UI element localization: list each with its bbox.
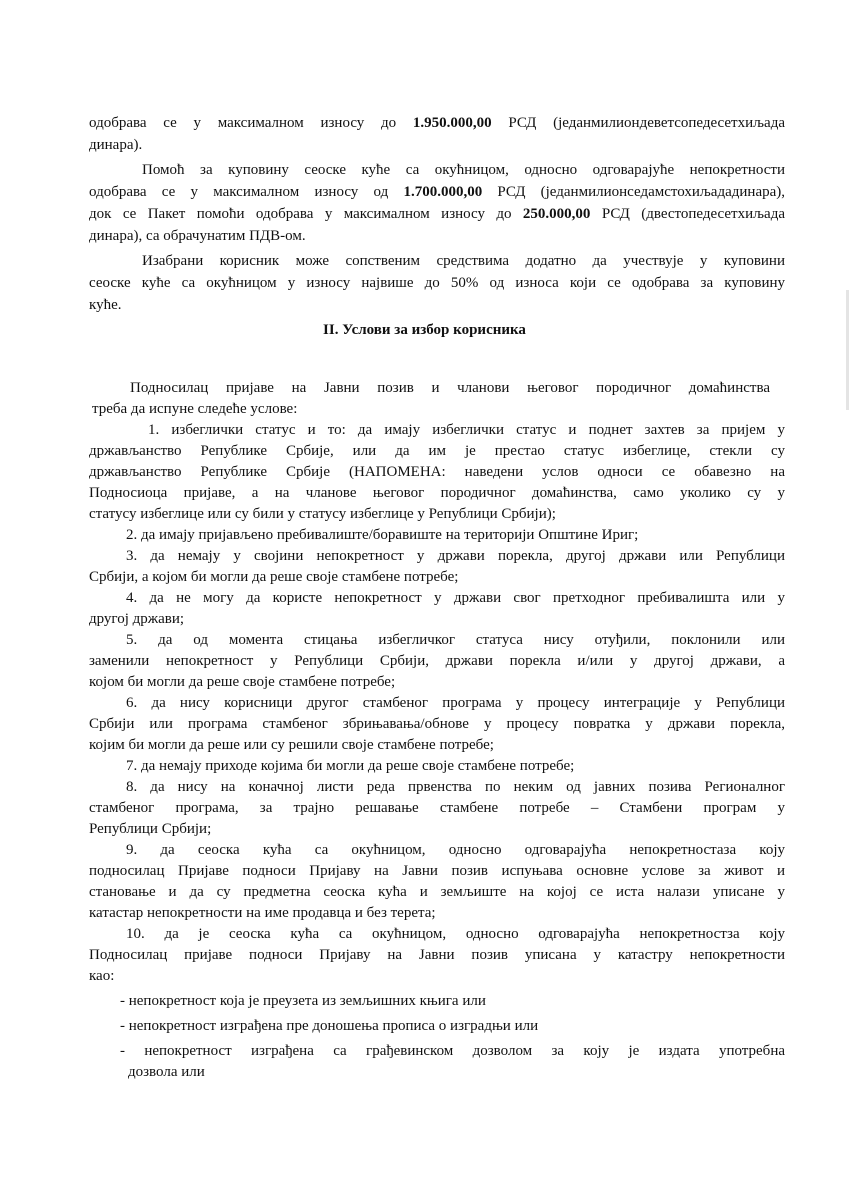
text: РСД (једанмилиондеветсопедесетхиљада — [491, 115, 785, 131]
condition-3-line-1: 3. да немају у својини непокретност у држави порекла, другој држави или Републици — [126, 548, 785, 564]
bullet-item-3-line-1: - непокретност изграђена са грађевинском дозволом за коју је издата употребна — [120, 1043, 785, 1059]
condition-6-line-2: Србији или програма стамбеног збрињавања/обнове у процесу повратка у држави порекла, — [89, 716, 785, 732]
condition-1-line-3: држављанство Републике Србије (НАПОМЕНА: наведени услов односи се обавезно на — [89, 464, 785, 480]
bullet-item-3-line-2: дозвола или — [128, 1064, 205, 1080]
condition-1-line-4: Подносиоца пријаве, а на чланове његовог породичног домаћинства, само уколико су у — [89, 485, 785, 501]
paragraph-1-line-2: динара). — [89, 137, 143, 153]
condition-9-line-2: подносилац Пријаве подноси Пријаву на Јавни позив испуњава основне услове за живот и — [89, 863, 785, 879]
condition-1-line-5: статусу избеглице или су били у статусу избеглице у Републици Србији); — [89, 506, 556, 522]
condition-6-line-3: којим би могли да реше или су решили своје стамбене потребе; — [89, 737, 494, 753]
condition-6-line-1: 6. да нису корисници другог стамбеног програма у процесу интеграције у Републици — [126, 695, 785, 711]
text: док се Пакет помоћи одобрава у максималном износу до — [89, 206, 523, 222]
condition-10-line-1: 10. да је сеоска кућа са окућницом, односно одговарајућа непокретностза коју — [126, 926, 785, 942]
condition-1-line-1: 1. избеглички статус и то: да имају избеглички статус и поднет захтев за пријем у — [148, 422, 785, 438]
text: РСД (двестопедесетхиљада — [590, 206, 785, 222]
bullet-item-2: - непокретност изграђена пре доношења прописа о изградњи или — [120, 1018, 539, 1034]
condition-4-line-2: другој држави; — [89, 611, 185, 627]
condition-10-line-3: као: — [89, 968, 115, 984]
text: РСД (једанмилионседамстохиљададинара), — [482, 184, 785, 200]
text: одобрава се у максималном износу од — [89, 184, 404, 200]
paragraph-3-line-3: куће. — [89, 297, 122, 313]
paragraph-2-line-1: Помоћ за куповину сеоске куће са окућницом, односно одговарајуће непокретности — [142, 162, 785, 178]
amount-max: 1.950.000,00 — [412, 115, 492, 131]
condition-4-line-1: 4. да не могу да користе непокретност у држави свог претходног пребивалишта или у — [126, 590, 785, 606]
condition-2-line-1: 2. да имају пријављено пребивалиште/боравиште на територији Општине Ириг; — [126, 527, 639, 543]
intro-line-1: Подносилац пријаве на Јавни позив и чланови његовог породичног домаћинства — [130, 380, 770, 396]
bullet-item-1: - непокретност која је преузета из земљишних књига или — [120, 993, 486, 1009]
paragraph-3-line-1: Изабрани корисник може сопственим средствима додатно да учествује у куповини — [142, 253, 785, 269]
condition-3-line-2: Србији, а којом би могли да реше своје стамбене потребе; — [89, 569, 459, 585]
intro-line-2: треба да испуне следеће услове: — [92, 401, 298, 417]
amount-package: 250.000,00 — [522, 206, 591, 222]
text: одобрава се у максималном износу до — [89, 115, 413, 131]
paragraph-1-line-1 — [89, 113, 785, 133]
amount-house: 1.700.000,00 — [403, 184, 483, 200]
paragraph-3-line-2: сеоске куће са окућницом у износу највише до 50% од износа који се одобрава за куповину — [89, 275, 785, 291]
condition-9-line-4: катастар непокретности на име продавца и без терета; — [89, 905, 436, 921]
condition-9-line-3: становање и да су предметна сеоска кућа и земљиште на којој се иста налази уписане у — [89, 884, 785, 900]
condition-1-line-2: држављанство Републике Србије, или да им је престао статус избеглице, стекли су — [89, 443, 785, 459]
condition-10-line-2: Подносилац пријаве подноси Пријаву на Јавни позив уписана у катастру непокретности — [89, 947, 785, 963]
condition-5-line-2: заменили непокретност у Републици Србији, држави порекла и/или у другој држави, а — [89, 653, 785, 669]
paragraph-2-line-2 — [89, 182, 785, 202]
condition-8-line-2: стамбеног програма, за трајно решавање стамбене потребе – Стамбени програм у — [89, 800, 785, 816]
paragraph-2-line-3 — [89, 204, 785, 224]
condition-5-line-1: 5. да од момента стицања избегличког статуса нису отуђили, поклонили или — [126, 632, 785, 648]
section-heading: II. Услови за избор корисника — [323, 322, 526, 338]
paragraph-2-line-4: динара), са обрачунатим ПДВ-ом. — [89, 228, 306, 244]
condition-8-line-3: Републици Србији; — [89, 821, 212, 837]
condition-8-line-1: 8. да нису на коначној листи реда првенства по неким од јавних позива Регионалног — [126, 779, 785, 795]
condition-9-line-1: 9. да сеоска кућа са окућницом, односно одговарајућа непокретностаза коју — [126, 842, 785, 858]
condition-7-line-1: 7. да немају приходе којима би могли да реше своје стамбене потребе; — [126, 758, 575, 774]
condition-5-line-3: којом би могли да реше своје стамбене потребе; — [89, 674, 396, 690]
